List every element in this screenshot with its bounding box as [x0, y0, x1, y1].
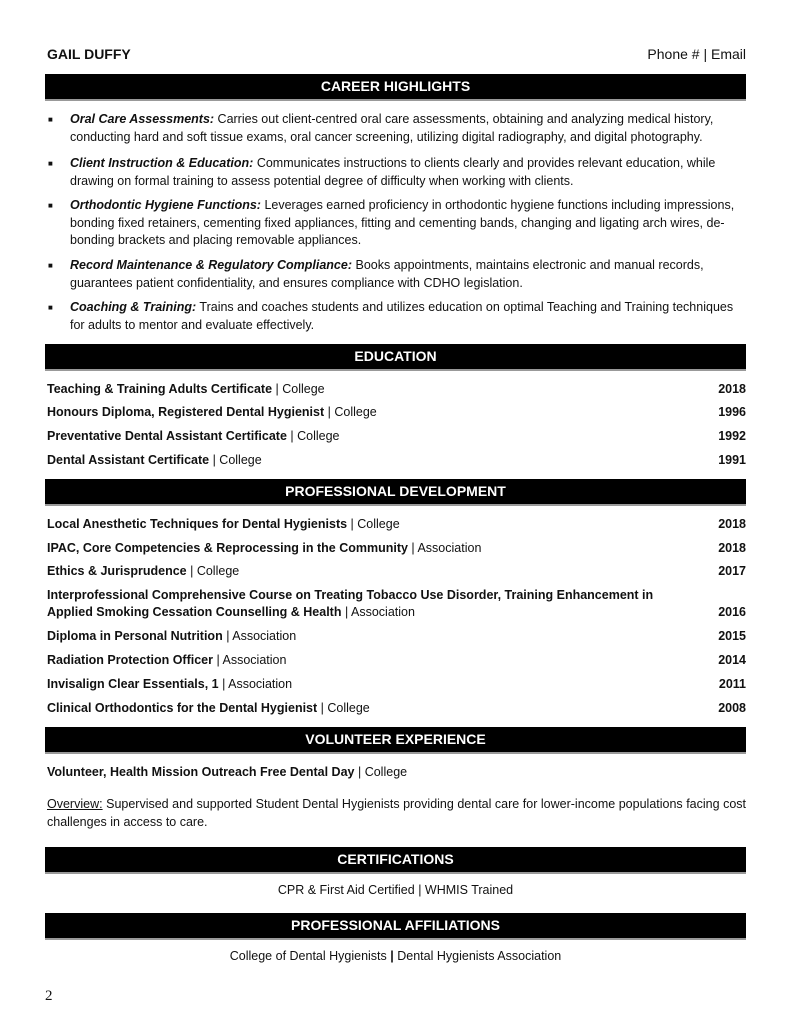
entry-year: 2008: [718, 701, 746, 715]
entry-title: IPAC, Core Competencies & Reprocessing in the Community: [47, 541, 408, 555]
volunteer-overview: [47, 795, 746, 831]
development-entry: Radiation Protection Officer | Association 2014: [47, 653, 746, 667]
entry-year: 1991: [718, 453, 746, 467]
affiliation-separator: |: [390, 949, 394, 963]
entry-org: College: [334, 405, 377, 419]
entry-year: 2017: [718, 564, 746, 578]
entry-org: Association: [417, 541, 482, 555]
development-entry: Diploma in Personal Nutrition | Association 2015: [47, 629, 746, 643]
entry-org: Association: [232, 629, 297, 643]
education-entry: Honours Diploma, Registered Dental Hygienist | College 1996: [47, 405, 746, 419]
contact-info: Phone # | Email: [647, 46, 746, 62]
entry-org: College: [219, 453, 262, 467]
highlight-text: Carries out client-centred oral care assessments, obtaining and analyzing medical history, conducting hard and soft tissue exams, oral cancer screening, utilizing digital radiography, and digital photography.: [70, 112, 714, 144]
entry-title: Local Anesthetic Techniques for Dental Hygienists: [47, 517, 348, 531]
entry-org: College: [357, 517, 400, 531]
development-entry: Ethics & Jurisprudence | College 2017: [47, 564, 746, 578]
highlight-lead: Orthodontic Hygiene Functions:: [70, 198, 261, 212]
entry-org: Association: [228, 677, 293, 691]
entry-year: 1992: [718, 429, 746, 443]
square-bullet-icon: ■: [48, 159, 53, 168]
page-number: 2: [45, 988, 53, 1004]
certifications-list: CPR & First Aid Certified | WHMIS Trained: [277, 883, 514, 897]
affiliations-list: [45, 949, 746, 963]
overview-label: Overview:: [47, 797, 103, 811]
highlight-lead: Client Instruction & Education:: [70, 156, 254, 170]
entry-org: College: [282, 382, 325, 396]
entry-org: College: [327, 701, 370, 715]
volunteer-entry: Volunteer, Health Mission Outreach Free Dental Day | College: [47, 765, 408, 779]
section-header-education: EDUCATION: [45, 344, 746, 369]
entry-org: Association: [222, 653, 287, 667]
development-entry: IPAC, Core Competencies & Reprocessing in the Community | Association 2018: [47, 541, 746, 555]
highlight-item: [45, 197, 746, 250]
square-bullet-icon: ■: [48, 201, 53, 210]
entry-title: Clinical Orthodontics for the Dental Hygienist: [47, 701, 318, 715]
development-entry: Local Anesthetic Techniques for Dental Hygienists | College 2018: [47, 517, 746, 531]
development-entry: Clinical Orthodontics for the Dental Hygienist | College 2008: [47, 701, 746, 715]
highlight-lead: Record Maintenance & Regulatory Compliance:: [70, 258, 353, 272]
education-entry: Preventative Dental Assistant Certificate | College 1992: [47, 429, 746, 443]
development-entry: Interprofessional Comprehensive Course on Treating Tobacco Use Disorder, Training Enhancement in Applied Smoking Cessation Counselling & Health | Association 2016: [47, 588, 746, 619]
entry-title: Teaching & Training Adults Certificate: [47, 382, 273, 396]
affiliation-item: Dental Hygienists Association: [397, 949, 562, 963]
highlight-lead: Coaching & Training:: [70, 300, 197, 314]
education-entry: Teaching & Training Adults Certificate | College 2018: [47, 382, 746, 396]
entry-year: 2018: [718, 517, 746, 531]
highlight-text: Books appointments, maintains electronic and manual records, guarantees patient confidentiality, and ensures compliance with CDHO legislation.: [70, 258, 704, 290]
entry-org: College: [196, 564, 240, 578]
square-bullet-icon: ■: [48, 303, 53, 312]
section-header-certifications: CERTIFICATIONS: [45, 847, 746, 872]
highlight-item: [45, 111, 746, 146]
entry-org: College: [297, 429, 340, 443]
entry-title: Interprofessional Comprehensive Course on Treating Tobacco Use Disorder, Training Enhancement in Applied Smoking Cessation Counselling & Health: [47, 588, 654, 619]
square-bullet-icon: ■: [48, 115, 53, 124]
entry-year: 2018: [718, 541, 746, 555]
section-header-career-highlights: CAREER HIGHLIGHTS: [45, 74, 746, 99]
entry-title: Diploma in Personal Nutrition: [47, 629, 223, 643]
entry-year: 2016: [718, 605, 746, 619]
section-header-professional-development: PROFESSIONAL DEVELOPMENT: [45, 479, 746, 504]
education-entry: Dental Assistant Certificate | College 1991: [47, 453, 746, 467]
highlight-text: Trains and coaches students and utilizes education on optimal Teaching and Training techniques for adults to mentor and evaluate effectively.: [70, 300, 734, 332]
entry-title: Preventative Dental Assistant Certificate: [47, 429, 287, 443]
entry-title: Volunteer, Health Mission Outreach Free Dental Day: [47, 765, 355, 779]
square-bullet-icon: ■: [48, 261, 53, 270]
entry-year: 2011: [718, 677, 746, 691]
entry-org: College: [364, 765, 408, 779]
highlight-lead: Oral Care Assessments:: [70, 112, 215, 126]
highlight-item: [45, 155, 746, 190]
section-header-professional-affiliations: PROFESSIONAL AFFILIATIONS: [45, 913, 746, 938]
entry-title: Dental Assistant Certificate: [47, 453, 210, 467]
affiliation-item: College of Dental Hygienists: [229, 949, 387, 963]
highlight-text: Communicates instructions to clients clearly and provides relevant education, while drawing on formal training to assess potential degree of difficulty when working with clients.: [70, 156, 716, 188]
highlight-item: [45, 257, 746, 292]
entry-title: Radiation Protection Officer: [47, 653, 213, 667]
overview-text: Supervised and supported Student Dental Hygienists providing dental care for lower-income populations facing cost challenges in access to care.: [47, 797, 746, 829]
entry-title: Honours Diploma, Registered Dental Hygienist: [47, 405, 325, 419]
entry-title: Ethics & Jurisprudence: [47, 564, 187, 578]
candidate-name: GAIL DUFFY: [47, 46, 131, 62]
entry-org: Association: [351, 605, 415, 619]
entry-year: 2014: [718, 653, 746, 667]
section-header-volunteer-experience: VOLUNTEER EXPERIENCE: [45, 727, 746, 752]
highlight-item: [45, 299, 746, 334]
entry-year: 1996: [718, 405, 746, 419]
entry-year: 2018: [718, 382, 746, 396]
highlight-text: Leverages earned proficiency in orthodontic hygiene functions including impressions, bonding fixed retainers, cementing fixed appliances, fitting and cementing bands, changing and ligating arch wires, de-bonding brackets and placing removable appliances.: [70, 198, 735, 247]
entry-title: Invisalign Clear Essentials, 1: [47, 677, 219, 691]
resume-header: [45, 46, 746, 66]
entry-year: 2015: [718, 629, 746, 643]
development-entry: Invisalign Clear Essentials, 1 | Association 2011: [47, 677, 746, 691]
